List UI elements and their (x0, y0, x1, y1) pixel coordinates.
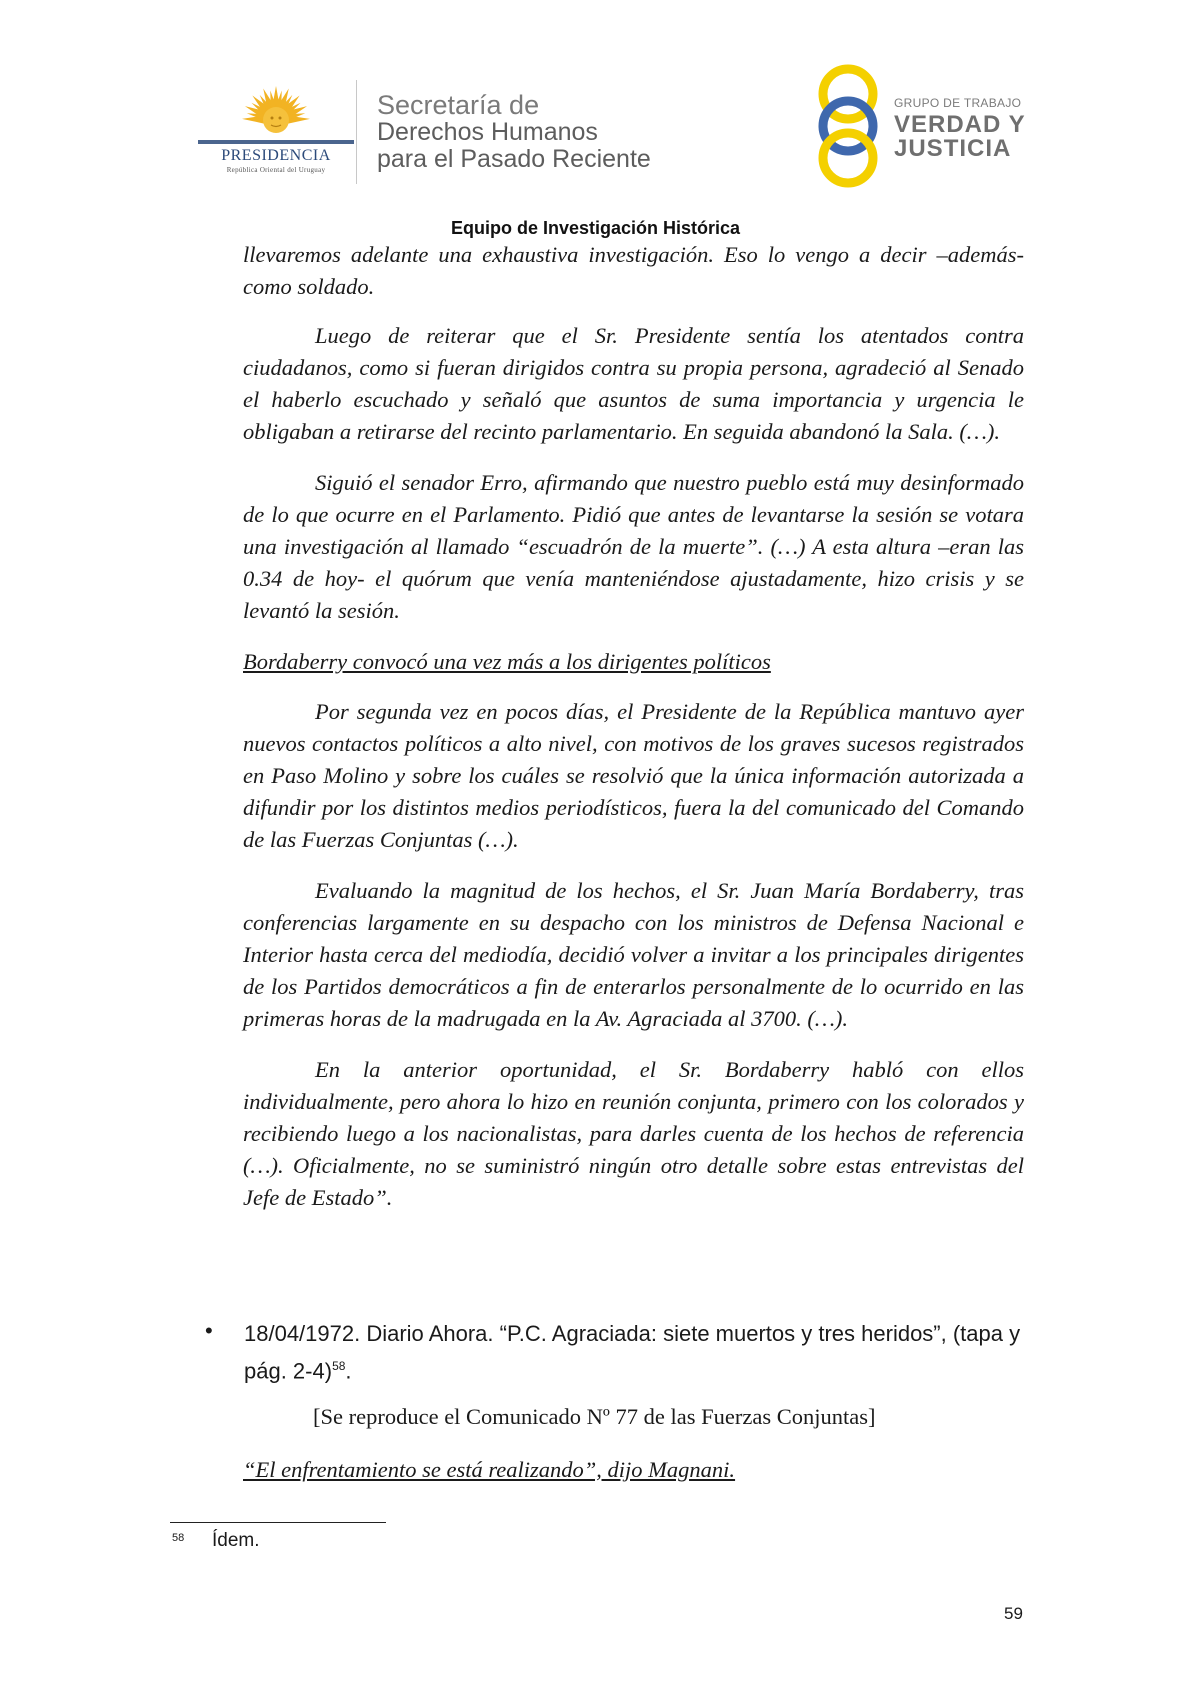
secretaria-line-3: para el Pasado Reciente (377, 145, 651, 173)
secretaria-line-1: Secretaría de (377, 90, 540, 120)
reproduction-note: [Se reproduce el Comunicado Nº 77 de las Fuerzas Conjuntas] (313, 1404, 876, 1429)
page-number: 59 (1004, 1604, 1023, 1623)
bullet-end: . (345, 1358, 352, 1384)
header-divider (356, 80, 357, 184)
page-header (0, 0, 1191, 210)
document-body (243, 239, 1024, 1233)
bullet-text (244, 1318, 1030, 1387)
grupo-trabajo-text (894, 96, 1026, 161)
presidencia-name: PRESIDENCIA (221, 147, 331, 164)
footnote-number: 58 (172, 1532, 185, 1544)
bullet-item (205, 1318, 1030, 1387)
secretaria-logo-text (377, 92, 651, 173)
footnote-separator (170, 1522, 386, 1523)
secretaria-line-2: Derechos Humanos (377, 118, 598, 146)
article-subheading: “El enfrentamiento se está realizando”, dijo Magnani. (243, 1457, 736, 1482)
paragraph-4: Por segunda vez en pocos días, el Presidente de la República mantuvo ayer nuevos contactos políticos a alto nivel, con motivos de los graves sucesos registrados en Paso Molino y sobre los cuáles se resolvió que la única información autorizada a difundir por los distintos medios periodísticos, fuera la del comunicado del Comando de las Fuerzas Conjuntas (…). (243, 699, 1024, 852)
bullet-marker: • (205, 1318, 213, 1343)
team-title: Equipo de Investigación Histórica (450, 218, 741, 238)
paragraph-2: Luego de reiterar que el Sr. Presidente sentía los atentados contra ciudadanos, como si fueran dirigidos contra su propia persona, agradeció al Senado el haberlo escuchado y señaló que asuntos de suma importancia y urgencia le obligaban a retirarse del recinto parlamentario. En seguida abandonó la Sala. (…). (243, 323, 1024, 444)
verdad-justicia-rings-logo (812, 64, 884, 188)
grupo-trabajo-label: GRUPO DE TRABAJO (894, 96, 1022, 110)
section-heading: Bordaberry convocó una vez más a los dirigentes políticos (243, 649, 771, 674)
presidencia-subtitle: República Oriental del Uruguay (226, 166, 326, 174)
paragraph-5: Evaluando la magnitud de los hechos, el Sr. Juan María Bordaberry, tras conferencias largamente en su despacho con los ministros de Defensa Nacional e Interior hasta cerca del mediodía, decidió volver a invitar a los principales dirigentes de los Partidos democráticos a fin de enterarlos personalmente de lo ocurrido en las primeras horas de la madrugada en la Av. Agraciada al 3700. (…). (243, 878, 1024, 1031)
footnote-text: Ídem. (212, 1530, 260, 1551)
footnote-reference[interactable]: 58 (332, 1359, 346, 1373)
justicia-label: JUSTICIA (894, 135, 1012, 162)
paragraph-1: llevaremos adelante una exhaustiva investigación. Eso lo vengo a decir –además- como soldado. (243, 242, 1024, 299)
paragraph-6: En la anterior oportunidad, el Sr. Bordaberry habló con ellos individualmente, pero ahora lo hizo en reunión conjunta, primero con los colorados y recibiendo luego a los nacionalistas, para darles cuenta de los hechos de referencia (…). Oficialmente, no se suministró ningún otro detalle sobre estas entrevistas del Jefe de Estado”. (243, 1057, 1024, 1210)
paragraph-3: Siguió el senador Erro, afirmando que nuestro pueblo está muy desinformado de lo que ocurre en el Parlamento. Pidió que antes de levantarse la sesión se votara una investigación al llamado “escuadrón de la muerte”. (…) A esta altura –eran las 0.34 de hoy- el quórum que venía manteniéndose ajustadamente, hizo crisis y se levantó la sesión. (243, 470, 1024, 623)
bullet-citation: 18/04/1972. Diario Ahora. “P.C. Agraciada: siete muertos y tres heridos”, (tapa y pág. 2-4) (244, 1321, 1021, 1384)
verdad-y-label: VERDAD Y (894, 111, 1026, 138)
